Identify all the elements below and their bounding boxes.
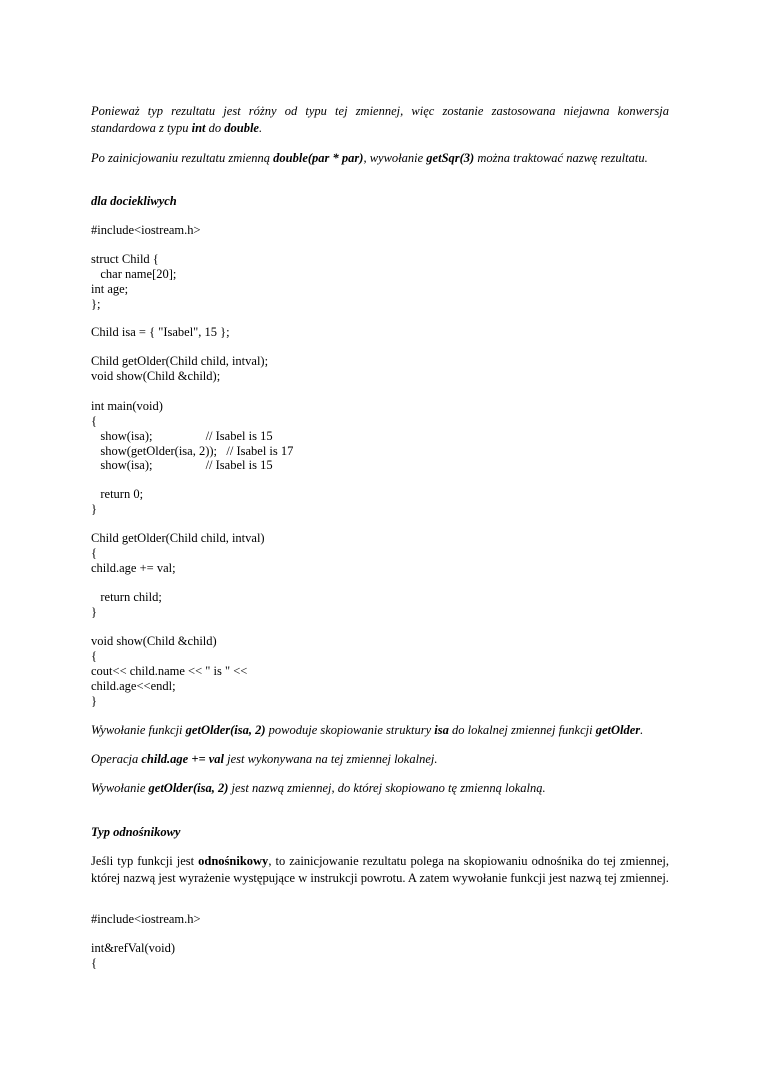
code-line: }	[91, 605, 97, 619]
code-line: {	[91, 414, 97, 428]
code-line: {	[91, 546, 97, 560]
section-heading-dociekliwych: dla dociekliwych	[91, 194, 177, 208]
code-line: show(isa); // Isabel is 15	[91, 458, 273, 472]
paragraph-reference-type: Jeśli typ funkcji jest odnośnikowy, to zainicjowanie rezultatu polega na skopiowaniu odnośnika do tej zmiennej, której nazwą jest wyrażenie występujące w instrukcji powrotu. A zatem wywołanie funkcji jest nazwą tej zmiennej.	[91, 854, 669, 885]
code-line: show(getOlder(isa, 2)); // Isabel is 17	[91, 444, 294, 458]
code-line: };	[91, 297, 101, 311]
paragraph-getolder-call: Wywołanie funkcji getOlder(isa, 2) powoduje skopiowanie struktury isa do lokalnej zmiennej funkcji getOlder.	[91, 723, 644, 737]
code-line: child.age<<endl;	[91, 679, 176, 693]
code-line: Child isa = { "Isabel", 15 };	[91, 325, 230, 339]
code-line: {	[91, 956, 97, 970]
code-line: {	[91, 649, 97, 663]
code-line: return child;	[91, 590, 162, 604]
code-line: struct Child {	[91, 252, 159, 266]
code-line: Child getOlder(Child child, intval)	[91, 531, 265, 545]
code-line: int&refVal(void)	[91, 941, 176, 955]
paragraph-result-initialization: Po zainicjowaniu rezultatu zmienną double(par * par), wywołanie getSqr(3) można traktować nazwę rezultatu.	[91, 151, 648, 165]
paragraph-variable-name: Wywołanie getOlder(isa, 2) jest nazwą zmiennej, do której skopiowano tę zmienną lokalną.	[91, 781, 546, 795]
code-line: int main(void)	[91, 399, 163, 413]
code-line: }	[91, 502, 97, 516]
code-line: #include<iostream.h>	[91, 223, 201, 237]
section-heading-typ-odnosnikowy: Typ odnośnikowy	[91, 825, 181, 839]
code-line: char name[20];	[91, 267, 177, 281]
code-line: Child getOlder(Child child, intval);	[91, 354, 269, 368]
code-line: #include<iostream.h>	[91, 912, 201, 926]
code-line: return 0;	[91, 487, 144, 501]
paragraph-operation: Operacja child.age += val jest wykonywana na tej zmiennej lokalnej.	[91, 752, 438, 766]
code-line: cout<< child.name << " is " <<	[91, 664, 248, 678]
code-line: show(isa); // Isabel is 15	[91, 429, 273, 443]
code-line: int age;	[91, 282, 129, 296]
paragraph-implicit-conversion: Ponieważ typ rezultatu jest różny od typu tej zmiennej, więc zostanie zastosowana niejawna konwersja standardowa z typu int do double.	[91, 104, 669, 135]
code-line: void show(Child &child)	[91, 634, 217, 648]
code-line: child.age += val;	[91, 561, 176, 575]
code-line: }	[91, 694, 97, 708]
code-line: void show(Child &child);	[91, 369, 221, 383]
